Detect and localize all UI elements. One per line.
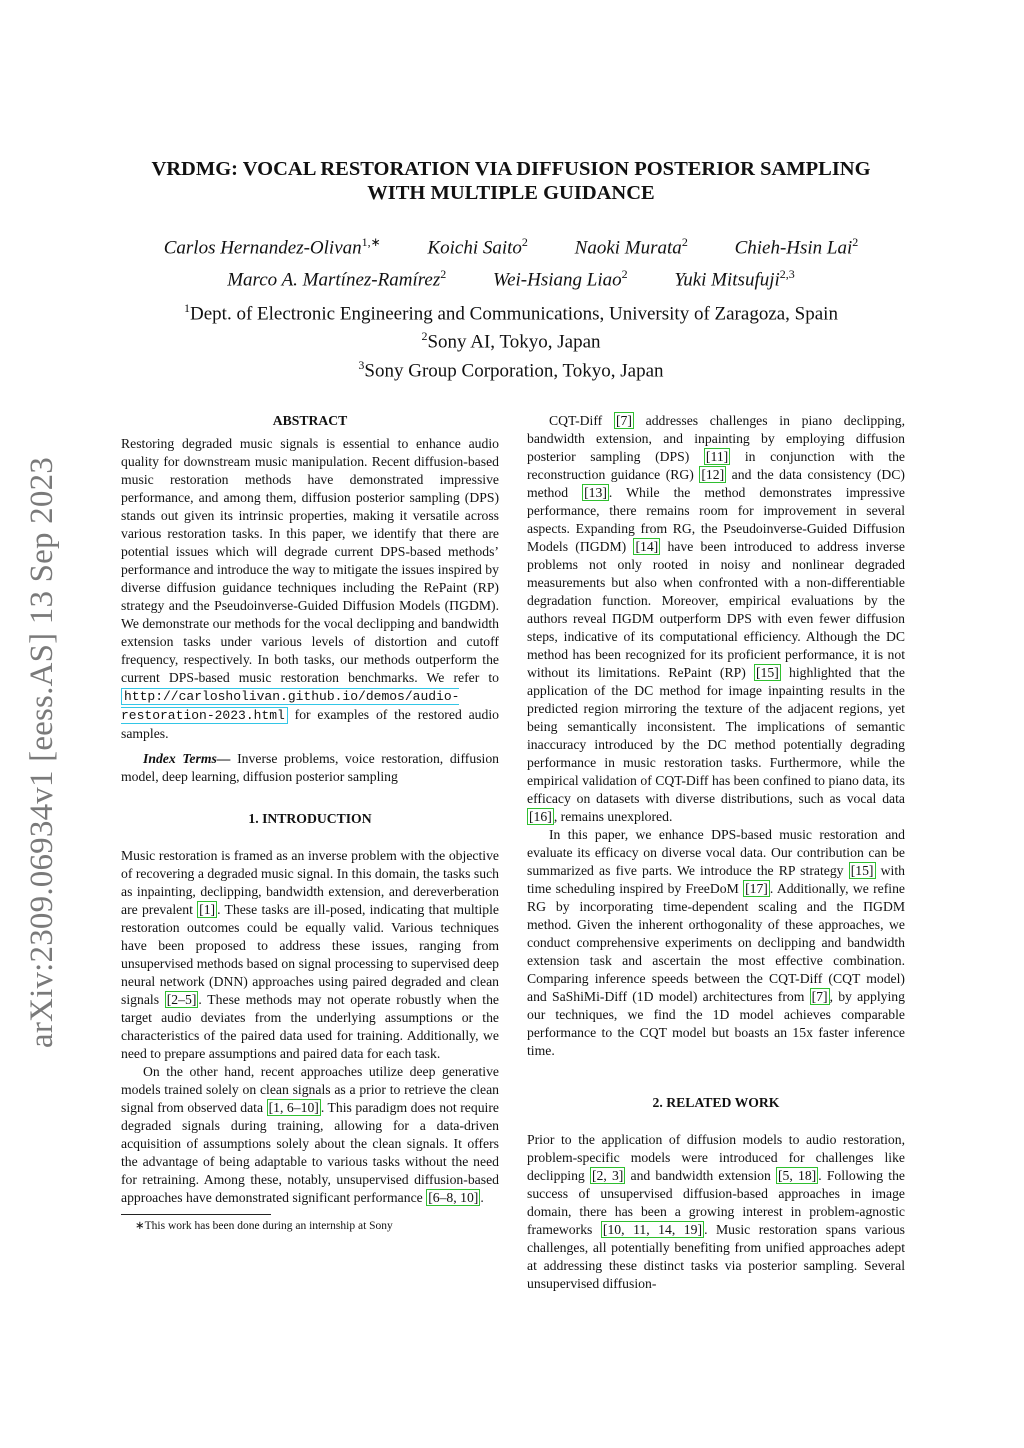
- text-run: , remains unexplored.: [553, 809, 673, 824]
- text-run: , by applying our techniques, we find the 1D model achieves comparable performance to the CQT model but boasts an 15x faster inference time.: [527, 989, 905, 1058]
- affiliation: $^2$Sony AI, Tokyo, Japan: [421, 329, 601, 353]
- footnote-rule: [121, 1214, 271, 1215]
- citation-link[interactable]: [6–8, 10]: [428, 1190, 479, 1205]
- author-row-2: [100, 261, 922, 293]
- citation-link[interactable]: [12]: [701, 467, 725, 482]
- text-run: CQT-Diff: [549, 413, 614, 428]
- affiliation: $^3$Sony Group Corporation, Tokyo, Japan: [358, 357, 664, 381]
- cqt-diff-paragraph: [527, 412, 905, 826]
- citation-link[interactable]: [11]: [705, 449, 729, 464]
- text-run: On the other hand, recent approaches utilize deep generative models trained solely on clean signals as a prior to retrieve the clean signal from observed data: [121, 1064, 499, 1115]
- intro-paragraph-2: [121, 1063, 499, 1207]
- citation-link[interactable]: [1]: [199, 902, 216, 917]
- left-column: [121, 412, 499, 1234]
- text-run: in conjunction with the reconstruction guidance (RG): [527, 449, 905, 482]
- affiliation: $^1$Dept. of Electronic Engineering and Communications, University of Zaragoza, Spain: [184, 301, 838, 325]
- intro-heading: 1. INTRODUCTION: [248, 811, 372, 826]
- text-run: have been introduced to address inverse problems not only rooted in noisy and nonlinear degraded measurements but also when confronted with a non-differentiable degradation function. Moreover, empirical evaluations by the authors reveal ΠGDM outperform DPS with even fewer diffusion steps, indicative of its computational efficiency. Although the DC method has been recognized for its proficient performance, it is not without its limitations. RePaint (RP): [527, 539, 905, 680]
- text-run: . This paradigm does not require degraded signals during training, allowing for a data-driven acquisition of assumptions solely about the clean signals. It offers the advantage of being adaptable to various tasks without the need for retraining. Among these, notably, unsupervised diffusion-based approaches have demonstrated significant performance: [121, 1100, 499, 1205]
- text-run: Music restoration is framed as an inverse problem with the objective of recovering a degraded music signal. In this domain, the tasks such as inpainting, declipping, bandwidth extension, and dereverberation are prevalent: [121, 848, 499, 917]
- text-run: .: [480, 1190, 484, 1205]
- abstract-text: Restoring degraded music signals is essential to enhance audio quality for downstream music manipulation. Recent diffusion-based music restoration methods have demonstrated impressive performance, and among them, diffusion posterior sampling (DPS) stands out given its intrinsic properties, making it versatile across various restoration tasks. In this paper, we identify that there are potential issues which will degrade current DPS-based methods’ performance and introduce the way to mitigate the issues inspired by diverse diffusion guidance techniques including the RePaint (RP) strategy and the Pseudoinverse-Guided Diffusion Models (ΠGDM). We demonstrate our methods for the vocal declipping and bandwidth extension tasks under various levels of distortion and cutoff frequency, respectively. In both tasks, our methods outperform the current DPS-based music restoration benchmarks. We refer to http://carlosholivan.github.io/demos/audio-restoration-2023.html for examples of the restored audio samples.: [121, 436, 500, 741]
- author: Yuki Mitsufuji$^{2,3}$: [674, 267, 795, 291]
- text-run: In this paper, we enhance DPS-based music restoration and evaluate its efficacy on diverse vocal data. Our contribution can be summarized as five parts. We introduce the RP strategy: [527, 827, 905, 878]
- text-run: . These methods may not operate robustly when the target audio deviates from the underlying assumptions or the characteristics of the paired data used for training. Additionally, we need to prepare assumptions and paired data for each task.: [121, 992, 499, 1061]
- demo-link[interactable]: http://carlosholivan.github.io/demos/audio-restoration-2023.html: [121, 689, 460, 723]
- citation-link[interactable]: [17]: [745, 881, 768, 896]
- author-row-1: [100, 229, 922, 261]
- author: Marco A. Martínez-Ramírez$^2$: [227, 267, 447, 291]
- author: Chieh-Hsin Lai$^2$: [734, 235, 859, 259]
- contribution-paragraph: [527, 826, 905, 1060]
- author: Koichi Saito$^2$: [427, 235, 528, 259]
- citation-link[interactable]: [7]: [811, 989, 828, 1004]
- text-run: . These tasks are ill-posed, indicating that multiple restoration outcomes could be equally valid. Various techniques have been proposed to address these issues, ranging from unsupervised methods based on signal processing to supervised deep neural network (DNN) approaches using paired degraded and clean signals: [121, 902, 499, 1007]
- citation-link[interactable]: [2–5]: [166, 992, 197, 1007]
- author-list: [100, 229, 922, 294]
- citation-link[interactable]: [13]: [584, 485, 607, 500]
- citation-link[interactable]: [14]: [635, 539, 659, 554]
- text-run: . While the method demonstrates impressive performance, there remains room for improvement in several aspects. Expanding from RG, the Pseudoinverse-Guided Diffusion Models (ΠGDM): [527, 485, 905, 554]
- author: Carlos Hernandez-Olivan$^{1,∗}$: [163, 235, 381, 259]
- paper-title: [100, 157, 922, 205]
- citation-link[interactable]: [16]: [529, 809, 552, 824]
- title-line-1: VRDMG: VOCAL RESTORATION VIA DIFFUSION POSTERIOR SAMPLING: [151, 158, 871, 180]
- text-run: . Following the success of unsupervised diffusion-based approaches in image domain, there has been a growing interest in problem-agnostic frameworks: [527, 1168, 905, 1237]
- title-line-2: WITH MULTIPLE GUIDANCE: [367, 182, 655, 204]
- text-run: with time scheduling inspired by FreeDoM: [527, 863, 905, 896]
- affiliations: [100, 297, 922, 382]
- arxiv-stamp: arXiv:2309.06934v1 [eess.AS] 13 Sep 2023: [23, 456, 60, 1048]
- right-column: [527, 412, 905, 1293]
- citation-link[interactable]: [5, 18]: [778, 1168, 817, 1183]
- index-terms: Index Terms— Inverse problems, voice restoration, diffusion model, deep learning, diffusion posterior sampling: [121, 751, 500, 784]
- text-run: and bandwidth extension: [625, 1168, 776, 1183]
- text-run: . Additionally, we refine RG by incorporating time-dependent scaling and the ΠGDM method. Given the inherent orthogonality of these approaches, we conduct comprehensive experiments on declipping and bandwidth extension task and ascertain the most effective combination. Comparing inference speeds between the CQT-Diff (CQT model) and SaShiMi-Diff (1D model) architectures from: [527, 881, 905, 1004]
- text-run: Prior to the application of diffusion models to audio restoration, problem-specific models were introduced for challenges like declipping: [527, 1132, 905, 1183]
- author: Wei-Hsiang Liao$^2$: [493, 267, 628, 291]
- text-run: addresses challenges in piano declipping, bandwidth extension, and inpainting by employing diffusion posterior sampling (DPS): [527, 413, 905, 464]
- citation-link[interactable]: [15]: [755, 665, 779, 680]
- footnote: ∗This work has been done during an internship at Sony: [135, 1220, 393, 1232]
- text-run: highlighted that the application of the DC method for image inpainting results in the predicted region mirroring the texture of the adjacent regions, yet being semantically inconsistent. The implications of semantic inaccuracy introduced by the DC method potentially degrading performance in music restoration tasks. Furthermore, while the empirical validation of CQT-Diff has been confined to piano data, its efficacy on datasets with diverse distributions, such as vocal data: [527, 665, 905, 806]
- related-work-paragraph: [527, 1131, 905, 1293]
- citation-link[interactable]: [1, 6–10]: [268, 1100, 319, 1115]
- citation-link[interactable]: [10, 11, 14, 19]: [602, 1222, 703, 1237]
- citation-link[interactable]: [7]: [615, 413, 632, 428]
- citation-link[interactable]: [15]: [850, 863, 874, 878]
- abstract-heading: ABSTRACT: [272, 413, 348, 428]
- text-run: and the data consistency (DC) method: [527, 467, 905, 500]
- text-run: . Music restoration spans various challenges, all potentially benefiting from unified approaches adept at addressing these distinct tasks via posterior sampling. Several unsupervised diffusion-: [527, 1222, 906, 1291]
- intro-paragraph-1: [121, 847, 499, 1063]
- related-work-heading: 2. RELATED WORK: [652, 1095, 780, 1110]
- citation-link[interactable]: [2, 3]: [591, 1168, 624, 1183]
- author: Naoki Murata$^2$: [574, 235, 688, 259]
